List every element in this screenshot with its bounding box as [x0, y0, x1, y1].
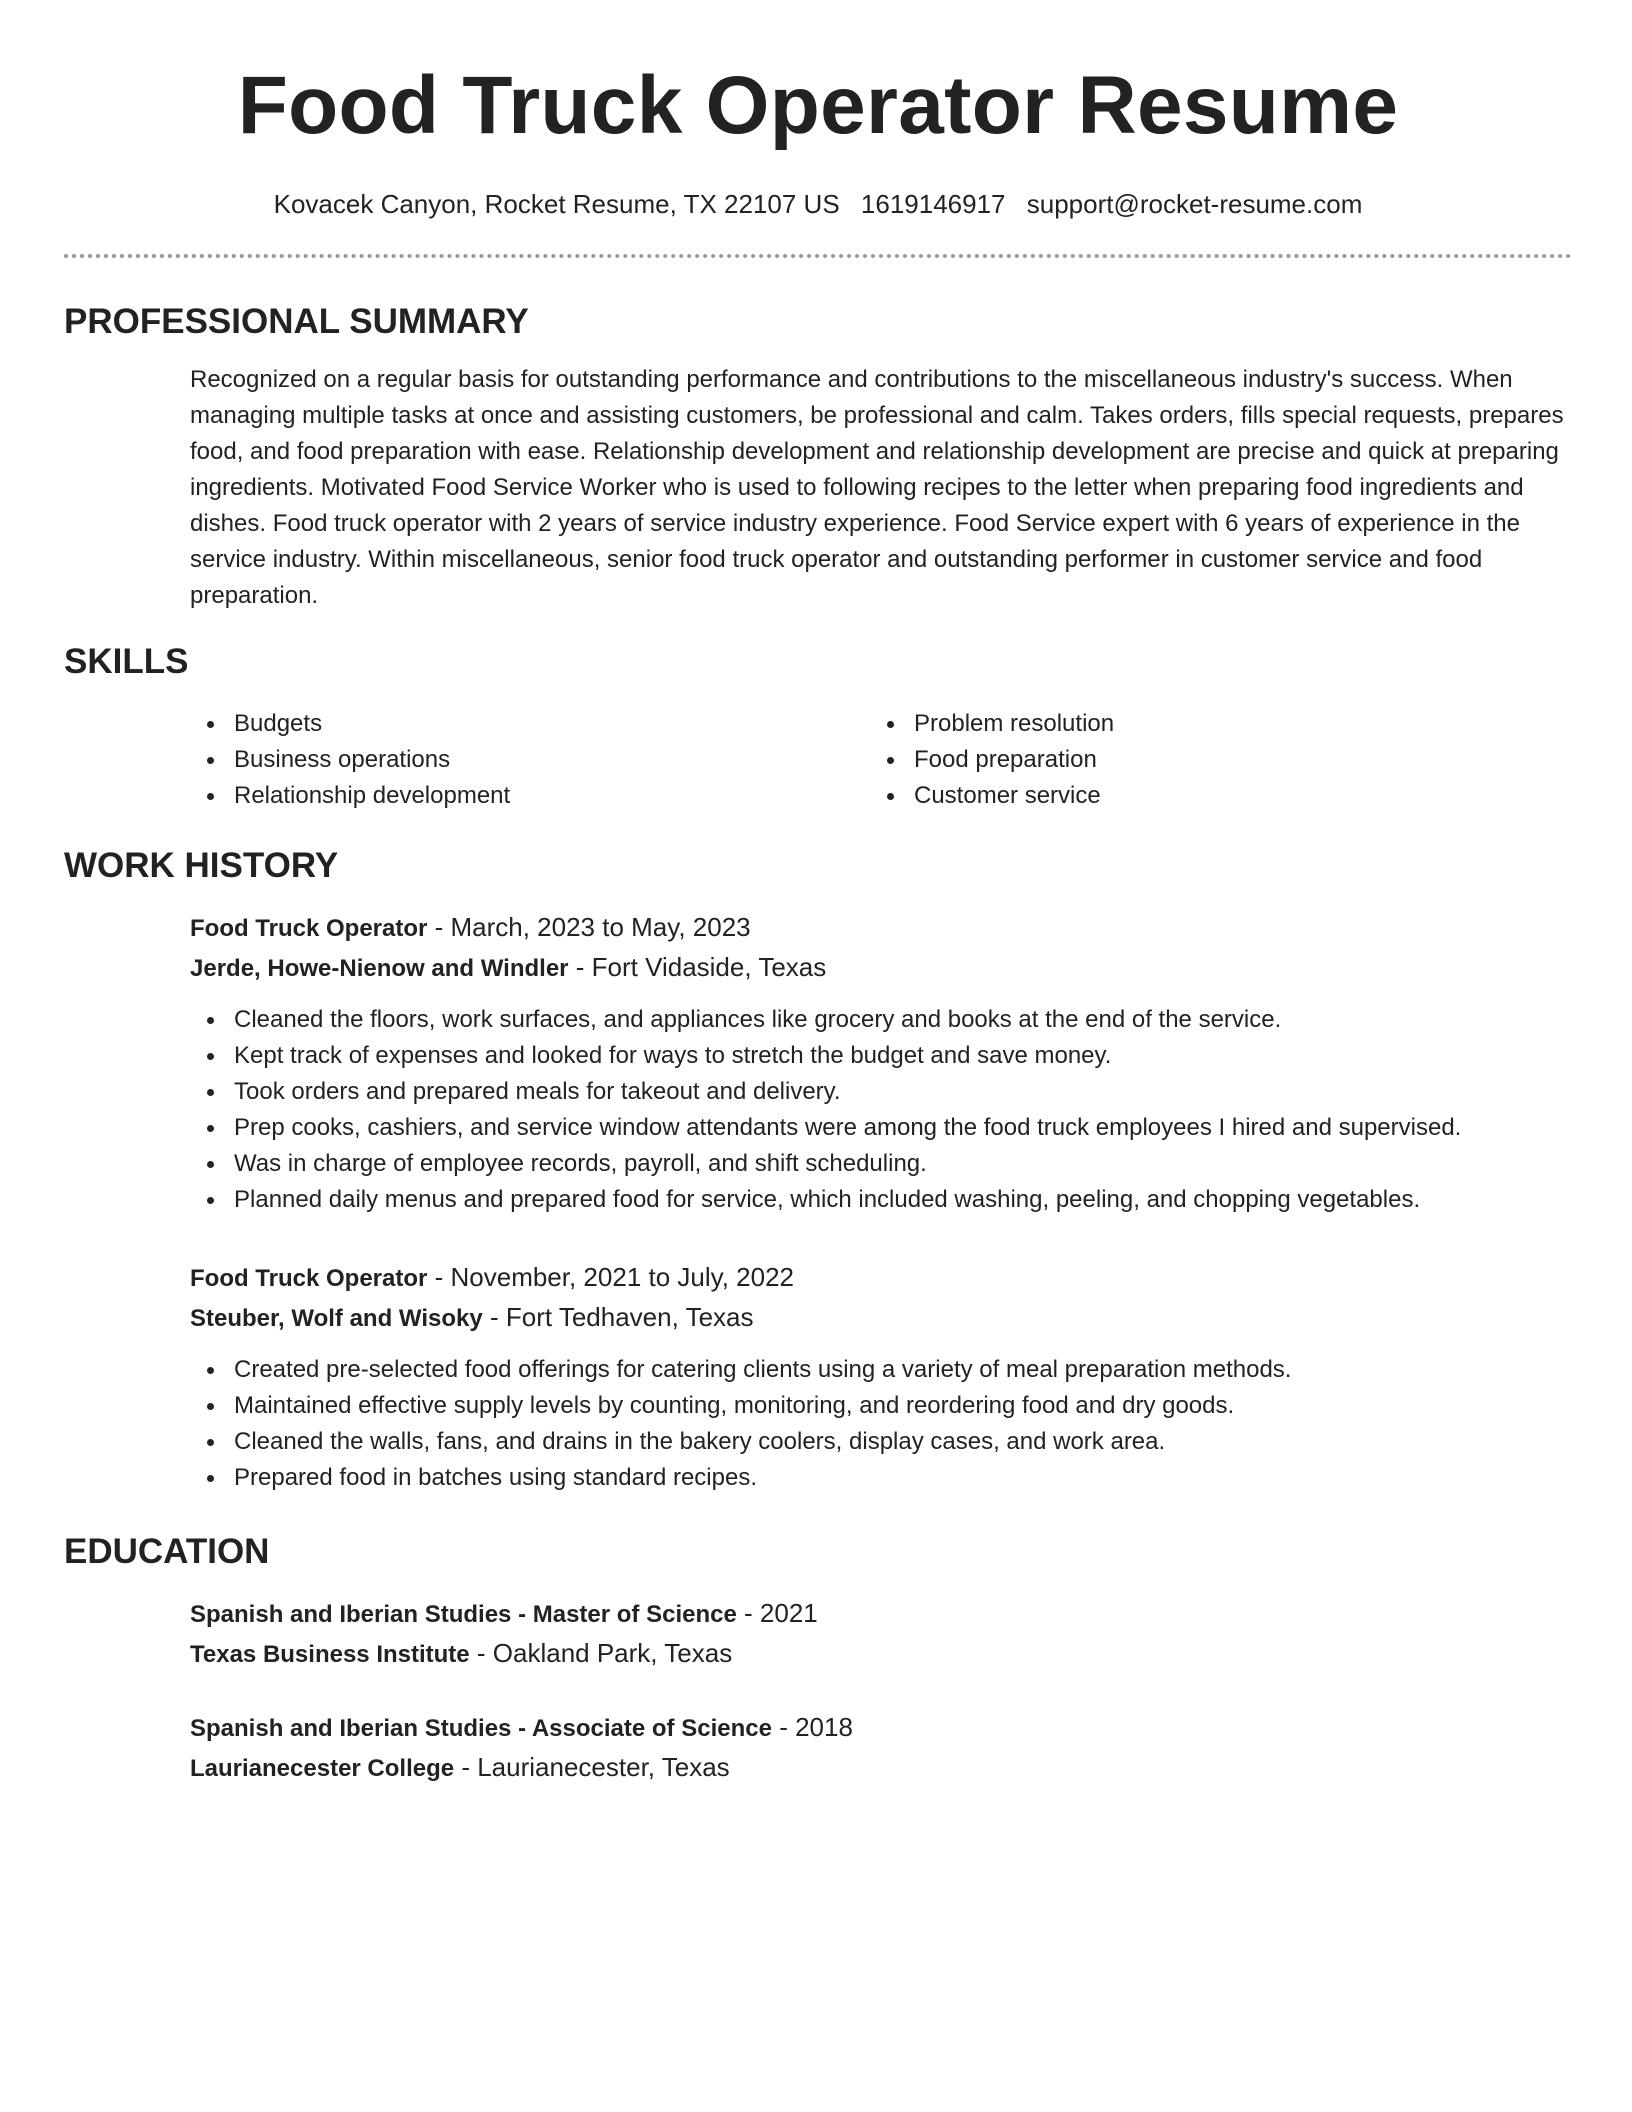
job-dates: - November, 2021 to July, 2022 [434, 1262, 795, 1292]
job-entry [190, 1258, 1572, 1496]
skills-list [190, 706, 1572, 814]
job-duty-item: Cleaned the floors, work surfaces, and appliances like grocery and books at the end of the service. [190, 1002, 1572, 1038]
job-company-line [190, 948, 1572, 988]
resume-title: Food Truck Operator Resume [237, 60, 1399, 151]
contact-phone: 1619146917 [860, 189, 1006, 219]
job-title-line [190, 908, 1572, 948]
degree-line [190, 1708, 1572, 1748]
education-heading: EDUCATION [64, 1532, 270, 1571]
job-duty-item: Kept track of expenses and looked for ways to stretch the budget and save money. [190, 1038, 1572, 1074]
school-location: - Oakland Park, Texas [476, 1638, 733, 1668]
work-history-heading: WORK HISTORY [64, 846, 339, 885]
header-divider [64, 254, 1572, 258]
school-line [190, 1748, 1572, 1788]
job-title-line [190, 1258, 1572, 1298]
skill-item: Customer service [870, 778, 1550, 814]
job-duties [190, 1002, 1572, 1218]
job-company-line [190, 1298, 1572, 1338]
job-entry [190, 908, 1572, 1218]
school-line [190, 1634, 1572, 1674]
resume-page [64, 0, 1572, 1788]
job-location: - Fort Tedhaven, Texas [489, 1302, 754, 1332]
summary-heading: PROFESSIONAL SUMMARY [64, 302, 529, 341]
degree-name: Spanish and Iberian Studies - Master of Science [190, 1601, 737, 1628]
school-name: Laurianecester College [190, 1755, 455, 1782]
degree-line [190, 1594, 1572, 1634]
education-entry [190, 1708, 1572, 1788]
job-duty-item: Took orders and prepared meals for takeout and delivery. [190, 1074, 1572, 1110]
job-duty-item: Cleaned the walls, fans, and drains in the bakery coolers, display cases, and work area. [190, 1424, 1572, 1460]
summary-text: Recognized on a regular basis for outstanding performance and contributions to the miscellaneous industry's success. When managing multiple tasks at once and assisting customers, be professional and calm. Takes orders, fills special requests, prepares food, and food preparation with ease. Relationship development and relationship development are precise and quick at preparing ingredients. Motivated Food Service Worker who is used to following recipes to the letter when preparing food ingredients and dishes. Food truck operator with 2 years of service industry experience. Food Service expert with 6 years of experience in the service industry. Within miscellaneous, senior food truck operator and outstanding performer in customer service and food preparation. [190, 366, 1564, 609]
job-company: Steuber, Wolf and Wisoky [190, 1305, 483, 1332]
skills-column-left [190, 706, 870, 814]
skill-item: Budgets [190, 706, 870, 742]
contact-line [64, 188, 1572, 220]
contact-address: Kovacek Canyon, Rocket Resume, TX 22107 US [273, 189, 840, 219]
school-location: - Laurianecester, Texas [461, 1752, 730, 1782]
school-name: Texas Business Institute [190, 1641, 470, 1668]
job-title: Food Truck Operator [190, 915, 428, 942]
skill-item: Problem resolution [870, 706, 1550, 742]
skill-item: Business operations [190, 742, 870, 778]
education-entry [190, 1594, 1572, 1674]
job-duty-item: Prep cooks, cashiers, and service window attendants were among the food truck employees I hired and supervised. [190, 1110, 1572, 1146]
job-duty-item: Was in charge of employee records, payroll, and shift scheduling. [190, 1146, 1572, 1182]
job-dates: - March, 2023 to May, 2023 [434, 912, 751, 942]
job-duty-item: Maintained effective supply levels by counting, monitoring, and reordering food and dry goods. [190, 1388, 1572, 1424]
job-company: Jerde, Howe-Nienow and Windler [190, 955, 569, 982]
job-duty-item: Prepared food in batches using standard recipes. [190, 1460, 1572, 1496]
skills-heading: SKILLS [64, 642, 189, 681]
degree-name: Spanish and Iberian Studies - Associate of Science [190, 1715, 772, 1742]
skills-column-right [870, 706, 1550, 814]
job-duty-item: Created pre-selected food offerings for catering clients using a variety of meal preparation methods. [190, 1352, 1572, 1388]
job-duties [190, 1352, 1572, 1496]
degree-year: - 2021 [744, 1598, 818, 1628]
skill-item: Food preparation [870, 742, 1550, 778]
job-location: - Fort Vidaside, Texas [575, 952, 827, 982]
job-duty-item: Planned daily menus and prepared food for service, which included washing, peeling, and chopping vegetables. [190, 1182, 1572, 1218]
degree-year: - 2018 [779, 1712, 853, 1742]
contact-email: support@rocket-resume.com [1026, 189, 1363, 219]
skill-item: Relationship development [190, 778, 870, 814]
job-title: Food Truck Operator [190, 1265, 428, 1292]
